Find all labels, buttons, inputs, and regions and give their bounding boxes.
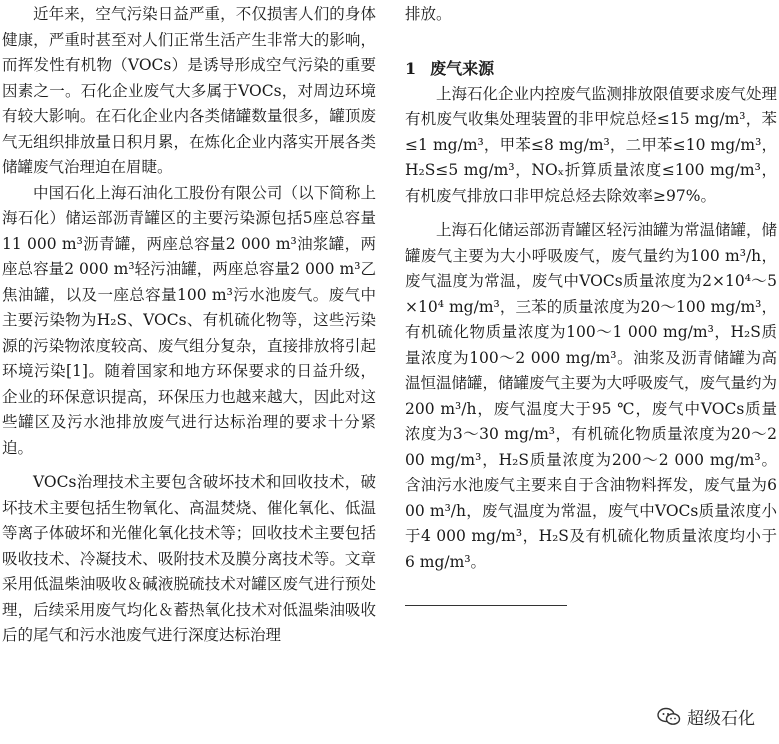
paragraph-emission-limits: 上海石化企业内控废气监测排放限值要求废气处理有机废气收集处理装置的非甲烷总烃≤15 mg/m³，苯≤1 mg/m³，甲苯≤8 mg/m³，二甲苯≤10 mg/m³，H₂S≤5 mg/m³，NOₓ折算质量浓度≤100 mg/m³，有机废气排放口非甲烷总烃去除效率≥97%。 (405, 84, 778, 205)
paragraph-voc-technology: VOCs治理技术主要包含破坏技术和回收技术，破坏技术主要包括生物氧化、高温焚烧、催化氧化、低温等离子体破坏和光催化氧化技术等；回收技术主要包括吸收技术、冷凝技术、吸附技术及膜分离技术等。文章采用低温柴油吸收＆碱液脱硫技术对罐区废气进行预处理，后续采用废气均化＆蓄热氧化技术对低温柴油吸收后的尾气和污水池废气进行深度达标治理 (2, 473, 376, 644)
paragraph-gas-characteristics: 上海石化储运部沥青罐区轻污油罐为常温储罐，储罐废气主要为大小呼吸废气，废气量约为100 m³/h，废气温度为常温，废气中VOCs质量浓度为2×10⁴～5×10⁴ mg/m³，三苯的质量浓度为20～100 mg/m³，有机硫化物质量浓度为100～1 000 mg/m³，H₂S质量浓度为100～2 000 mg/m³。油浆及沥青储罐为高温恒温储罐，储罐废气主要为大呼吸废气，废气量约为200 m³/h，废气温度大于95 ℃，废气中VOCs质量浓度为3～30 mg/m³，有机硫化物质量浓度为20～200 mg/m³，H₂S质量浓度为200～2 000 mg/m³。含油污水池废气主要来自于含油物料挥发，废气量为600 m³/h，废气温度为常温，废气中VOCs质量浓度小于4 000 mg/m³，H₂S及有机硫化物质量浓度均小于6 mg/m³。 (405, 221, 778, 571)
left-column (2, 2, 376, 649)
paragraph-continuation: 排放。 (405, 5, 452, 23)
wechat-icon (657, 707, 681, 727)
section-title: 废气来源 (430, 58, 495, 78)
paragraph-intro: 近年来，空气污染日益严重，不仅损害人们的身体健康，严重时甚至对人们正常生活产生非常大的影响，而挥发性有机物（VOCs）是诱导形成空气污染的重要因素之一。石化企业废气大多属于VOCs，对周边环境有较大影响。在石化企业内各类储罐数量很多，罐顶废气无组织排放量日积月累，在炼化企业内落实开展各类储罐废气治理迫在眉睫。 (2, 5, 376, 176)
watermark (653, 702, 759, 731)
section-number: 1 (405, 58, 417, 78)
section-heading (405, 56, 777, 82)
paragraph-pollution-sources: 中国石化上海石油化工股份有限公司（以下简称上海石化）储运部沥青罐区的主要污染源包括5座总容量11 000 m³沥青罐，两座总容量2 000 m³油浆罐，两座总容量2 000 m³轻污油罐，两座总容量2 000 m³乙焦油罐，以及一座总容量100 m³污水池废气。废气中主要污染物为H₂S、VOCs、有机硫化物等，这些污染源的污染物浓度较高、废气组分复杂，直接排放将引起环境污染[1]。随着国家和地方环保要求的日益升级，企业的环保意识提高，环保压力也越来越大，因此对这些罐区及污水池排放废气进行达标治理的要求十分紧迫。 (2, 183, 376, 457)
watermark-text: 超级石化 (687, 709, 755, 729)
footnote-rule (405, 605, 567, 606)
right-column (405, 2, 777, 606)
